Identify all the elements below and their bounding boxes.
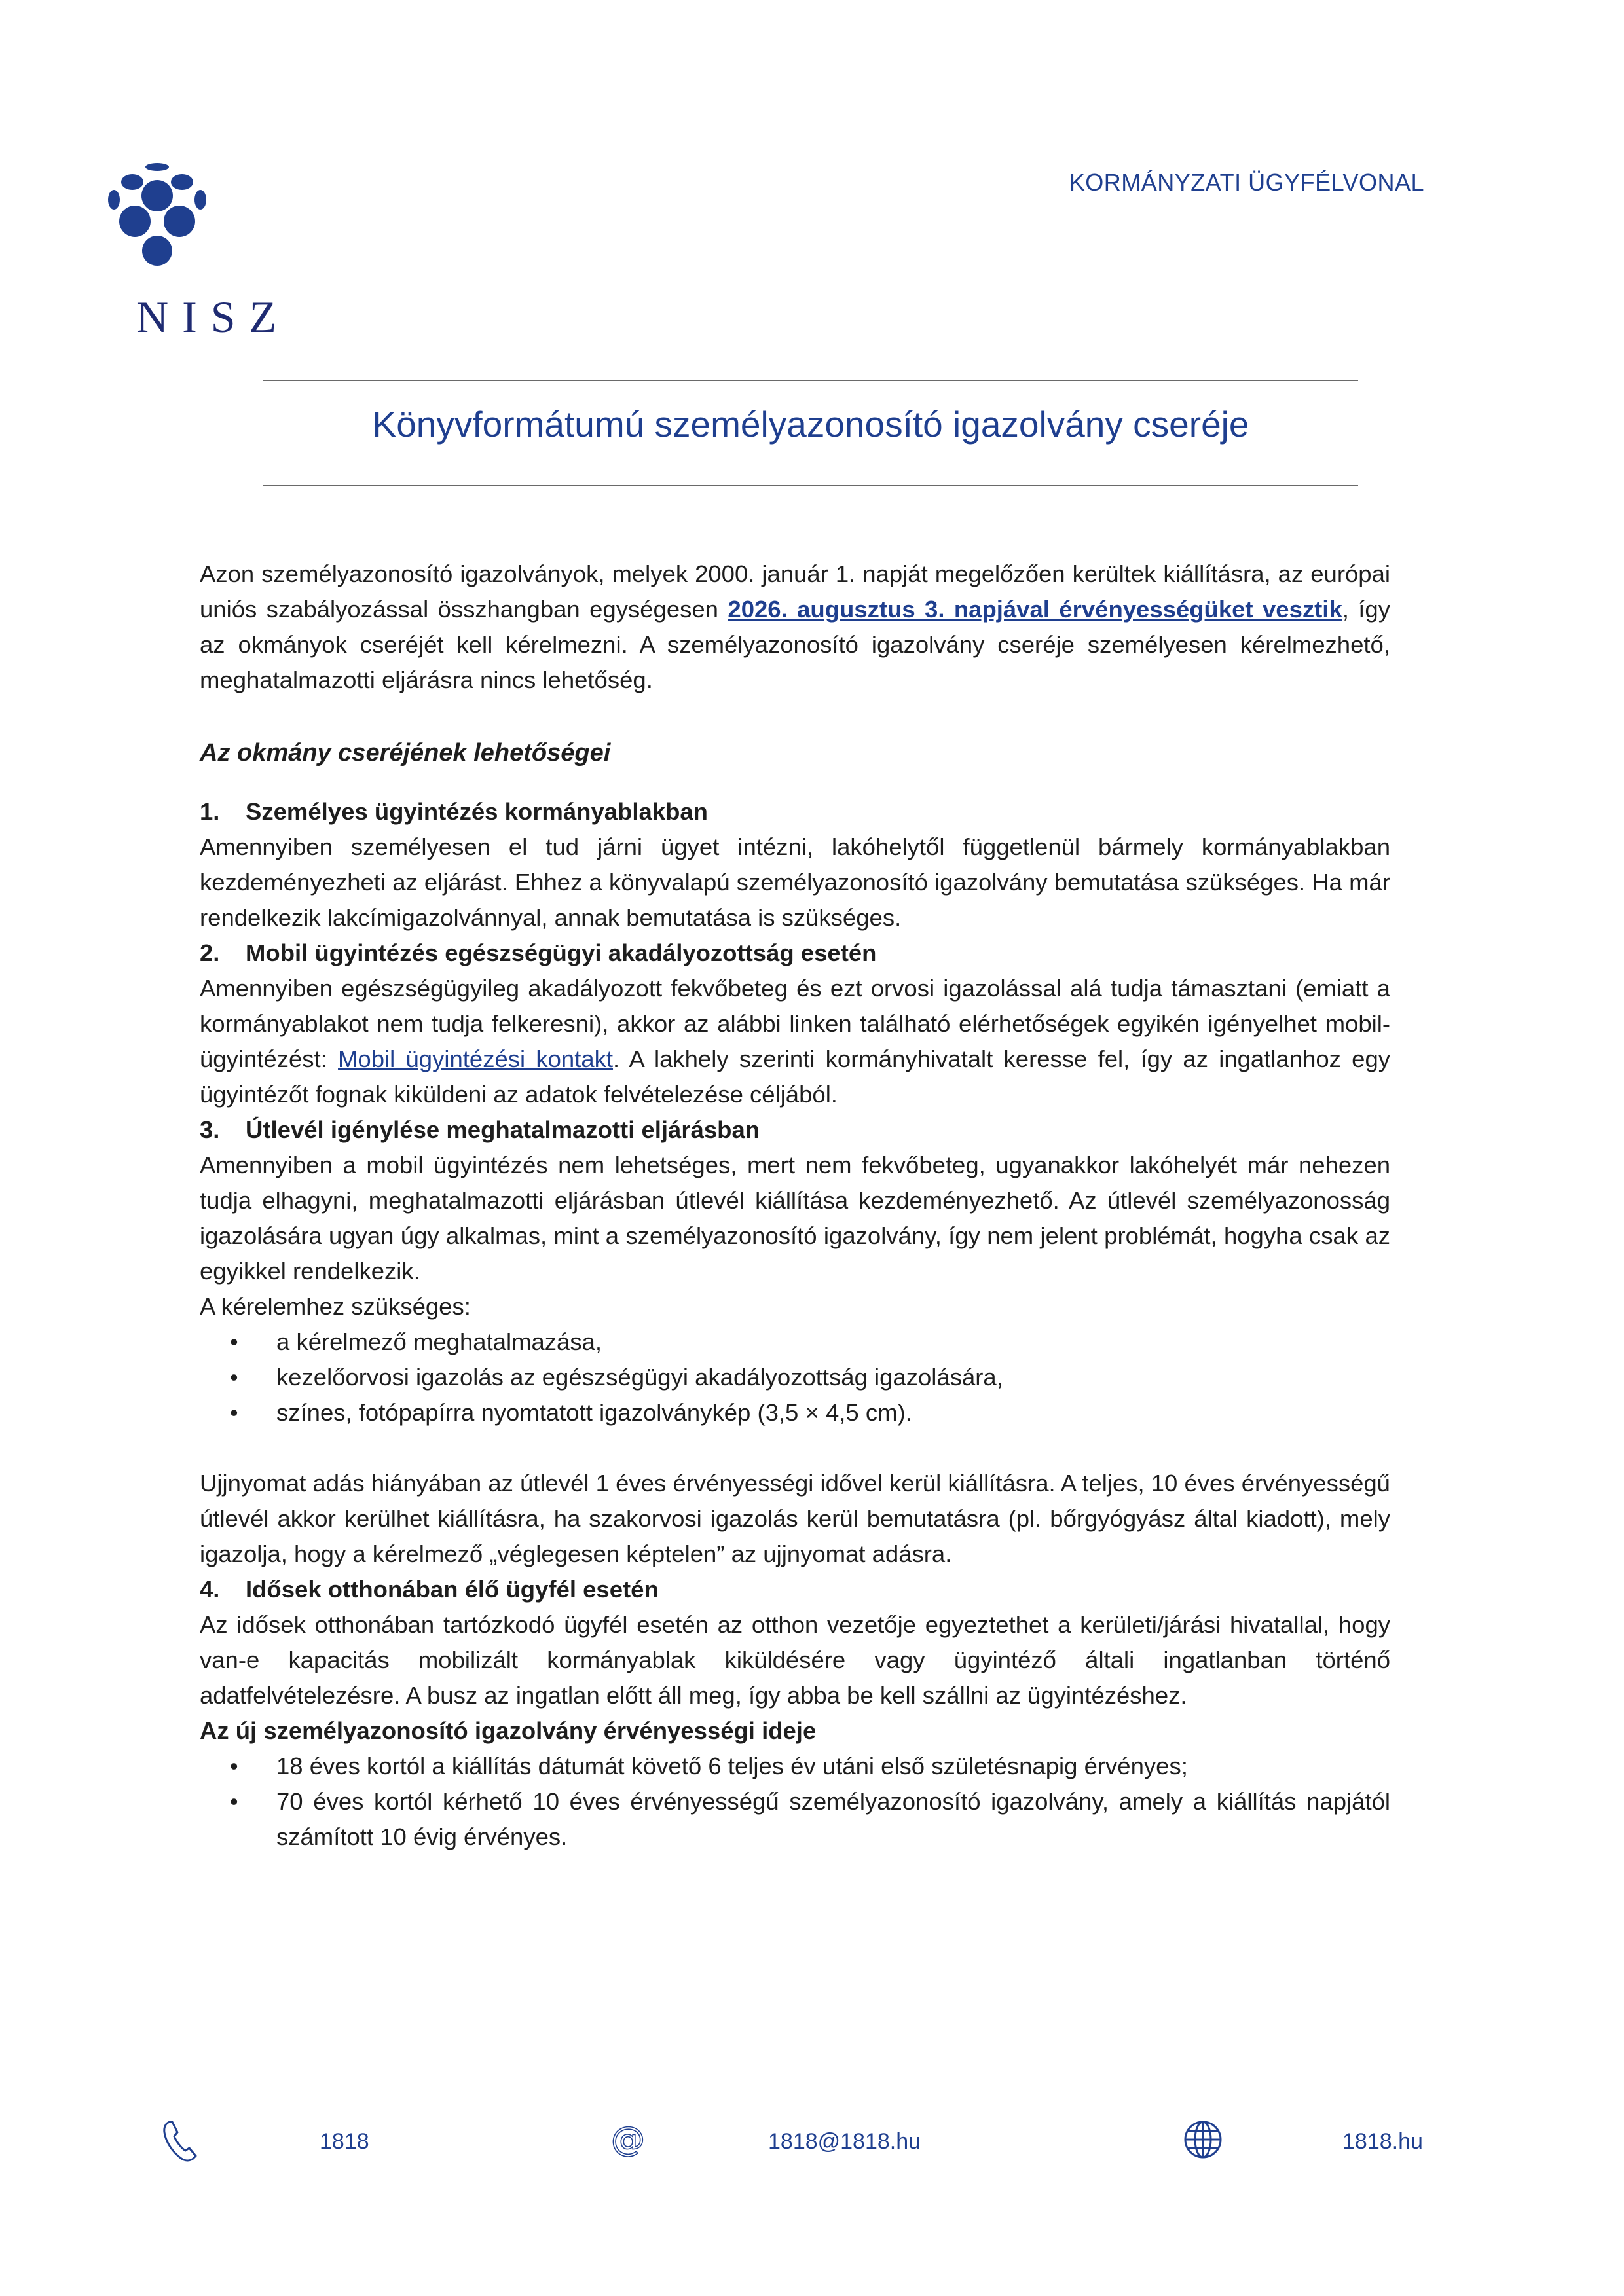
intro-text-end: , így az okmányok cseréjét kell kérelmezni. A személyazonosító igazolvány cseréje személyesen kérelmezhető, meghatalmazotti eljárásra nincs lehetőség.: [200, 596, 1390, 693]
section-3-text: Amennyiben a mobil ügyintézés nem lehetséges, mert nem fekvőbeteg, ugyanakkor lakóhelyét már nehezen tudja elhagyni, meghatalmazotti eljárásban útlevél kiállítása kezdeményezhető. Az útlevél személyazonosság igazolására ugyan úgy alkalmas, mint a személyazonosító igazolvány, így nem jelent problémát, hogyha csak az egyikkel rendelkezik.: [200, 1152, 1390, 1285]
options-heading: Az okmány cseréjének lehetőségei: [200, 739, 611, 767]
section-1-title: Személyes ügyintézés kormányablakban: [246, 798, 708, 825]
list-item: • 18 éves kortól a kiállítás dátumát követő 6 teljes év utáni első születésnapig érvényes;: [200, 1749, 1390, 1784]
section-3-heading: [200, 1112, 1390, 1148]
validity-deadline-link[interactable]: 2026. augusztus 3. napjával érvényességüket vesztik: [728, 596, 1342, 623]
section-3-number: 3.: [200, 1116, 220, 1143]
section-4-number: 4.: [200, 1576, 220, 1603]
logo-name: NISZ: [136, 292, 291, 342]
mobile-contact-link[interactable]: Mobil ügyintézési kontakt: [338, 1046, 614, 1072]
nisz-logo-mark: [98, 160, 216, 285]
section-2-text: [200, 971, 1390, 1112]
phone-number[interactable]: 1818: [320, 2129, 369, 2154]
contact-footer: [0, 2105, 1624, 2177]
section-2-heading: [200, 936, 1390, 971]
list-item: • a kérelmező meghatalmazása,: [200, 1324, 1390, 1360]
title-rule-top: [263, 380, 1358, 381]
section-4-text: Az idősek otthonában tartózkodó ügyfél esetén az otthon vezetője egyeztethet a kerületi/járási hivatallal, hogy van-e kapacitás mobilizált kormányablak kiküldésére vagy ügyintéző általi ingatlanban történő adatfelvételezésre. A busz az ingatlan előtt áll meg, így abba be kell szállni az ügyintézéshez.: [200, 1611, 1390, 1709]
document-body: [200, 556, 1390, 1855]
section-2-text-start: Amennyiben egészségügyileg akadályozott fekvőbeteg és ezt orvosi igazolással alá tudja támasztani (emiatt a kormányablakot nem tudja felkeresni), akkor az alábbi linken található elérhetőségek egyikén igényelhet mobil-ügyintézést:: [200, 975, 1390, 1072]
globe-icon: [1183, 2119, 1223, 2160]
section-1-heading: [200, 794, 1390, 829]
list-item: • színes, fotópapírra nyomtatott igazolványkép (3,5 × 4,5 cm).: [200, 1395, 1390, 1430]
title-rule-bottom: [263, 485, 1358, 486]
section-3-title: Útlevél igénylése meghatalmazotti eljárásban: [246, 1116, 760, 1143]
requirements-list: [200, 1324, 1390, 1430]
nisz-logo: [98, 160, 314, 350]
validity-heading: Az új személyazonosító igazolvány érvényességi ideje: [200, 1717, 817, 1744]
section-2-title: Mobil ügyintézés egészségügyi akadályozottság esetén: [246, 939, 877, 966]
website-url[interactable]: 1818.hu: [1342, 2129, 1423, 2154]
phone-icon: [160, 2118, 200, 2164]
section-2-number: 2.: [200, 939, 220, 966]
at-sign-icon: [608, 2119, 648, 2160]
section-4-title: Idősek otthonában élő ügyfél esetén: [246, 1576, 659, 1603]
header-organization: KORMÁNYZATI ÜGYFÉLVONAL: [1069, 169, 1424, 196]
email-address[interactable]: 1818@1818.hu: [768, 2129, 921, 2154]
validity-list: [200, 1749, 1390, 1855]
section-1-text: Amennyiben személyesen el tud járni ügyet intézni, lakóhelytől függetlenül bármely kormányablakban kezdeményezheti az eljárást. Ehhez a könyvalapú személyazonosító igazolvány bemutatása szükséges. Ha már rendelkezik lakcímigazolvánnyal, annak bemutatása is szükséges.: [200, 833, 1390, 931]
section-3-requirements-label: A kérelemhez szükséges:: [200, 1293, 471, 1320]
spacer: [200, 1430, 1390, 1466]
intro-text-start: Azon személyazonosító igazolványok, melyek 2000. január 1. napját megelőzően kerültek kiállításra, az európai uniós szabályozással összhangban egységesen: [200, 560, 1390, 623]
page-title: Könyvformátumú személyazonosító igazolvány cseréje: [372, 404, 1249, 445]
section-4-heading: [200, 1572, 1390, 1607]
list-item: • 70 éves kortól kérhető 10 éves érvényességű személyazonosító igazolvány, amely a kiállítás napjától számított 10 évig érvényes.: [200, 1784, 1390, 1855]
section-2-text-end: . A lakhely szerinti kormányhivatalt keresse fel, így az ingatlanhoz egy ügyintézőt fognak kiküldeni az adatok felvételezése céljából.: [200, 1046, 1391, 1108]
svg-text:@: @: [611, 2120, 645, 2159]
section-1-number: 1.: [200, 798, 220, 825]
intro-paragraph: [200, 556, 1390, 698]
list-item: • kezelőorvosi igazolás az egészségügyi akadályozottság igazolására,: [200, 1360, 1390, 1395]
fingerprint-note: Ujjnyomat adás hiányában az útlevél 1 éves érvényességi idővel kerül kiállításra. A teljes, 10 éves érvényességű útlevél akkor kerülhet kiállításra, ha szakorvosi igazolás kerül bemutatásra (pl. bőrgyógyász által kiadott), mely igazolja, hogy a kérelmező „véglegesen képtelen” az ujjnyomat adásra.: [200, 1470, 1390, 1567]
